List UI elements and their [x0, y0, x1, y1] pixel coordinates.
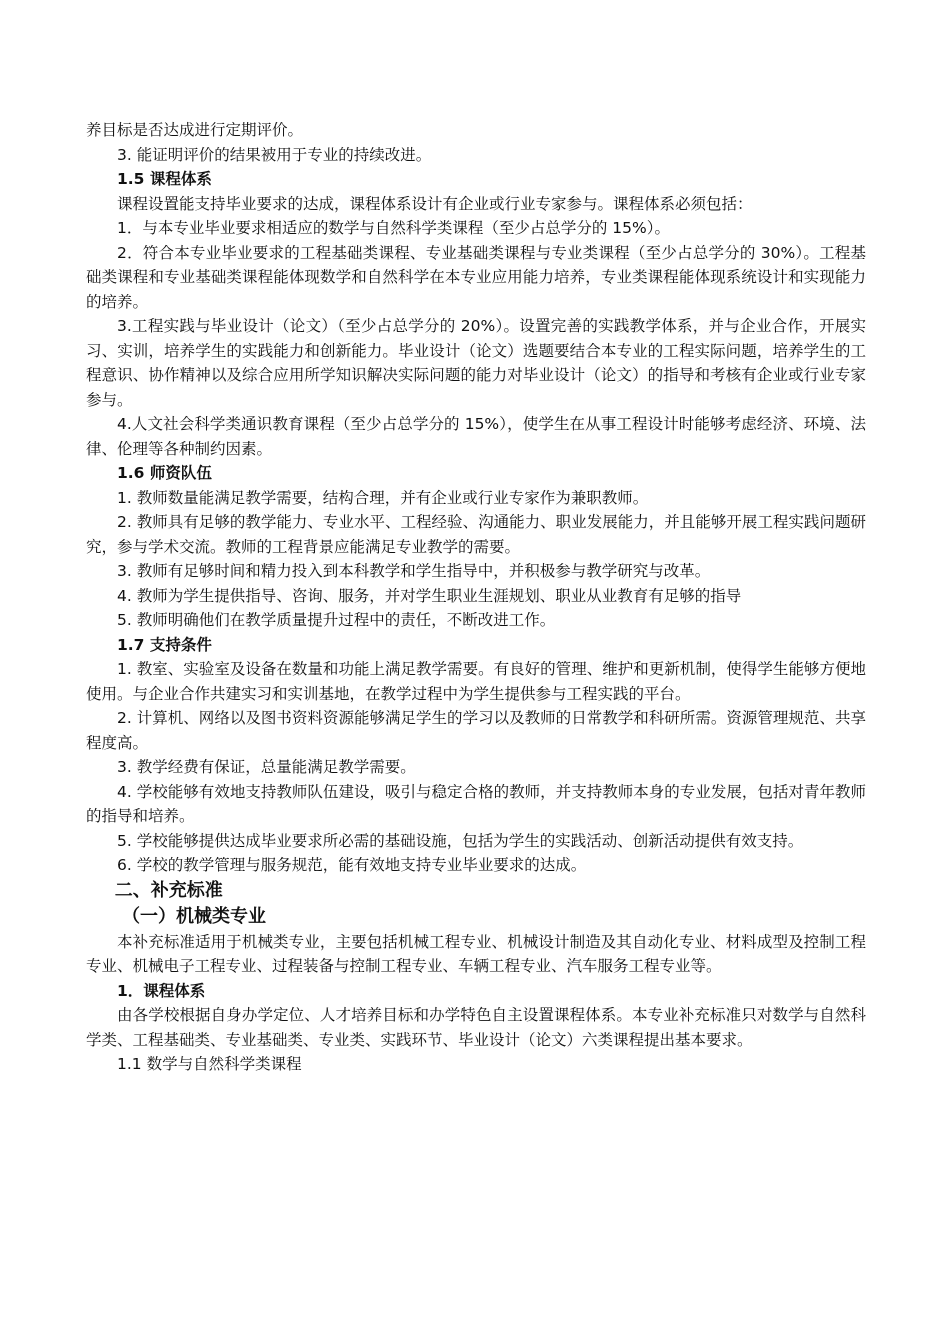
section-heading-course-system: 1．课程体系: [117, 981, 206, 1000]
list-item-4: 4.人文社会科学类通识教育课程（至少占总学分的 15%），使学生在从事工程设计时能够考虑经济、环境、法律、伦理等各种制约因素。: [86, 415, 866, 458]
chapter-heading: 二、补充标准: [114, 879, 223, 901]
section-heading-1-1: 1.1 数学与自然科学类课程: [117, 1055, 302, 1073]
subchapter-heading: （一）机械类专业: [122, 905, 266, 927]
list-item-4: 4. 教师为学生提供指导、咨询、服务，并对学生职业生涯规划、职业从业教育有足够的指导: [117, 586, 742, 605]
paragraph-course-system: 由各学校根据自身办学定位、人才培养目标和办学特色自主设置课程体系。本专业补充标准只对数学与自然科学类、工程基础类、专业基础类、专业类、实践环节、毕业设计（论文）六类课程提出基本要求。: [86, 1006, 866, 1049]
list-item-2: 2. 教师具有足够的教学能力、专业水平、工程经验、沟通能力、职业发展能力，并且能够开展工程实践问题研究，参与学术交流。教师的工程背景应能满足专业教学的需要。: [86, 513, 866, 556]
list-item-3: 3. 教学经费有保证，总量能满足教学需要。: [117, 758, 416, 776]
list-item-2: 2．符合本专业毕业要求的工程基础类课程、专业基础类课程与专业类课程（至少占总学分的 30%）。工程基础类课程和专业基础类课程能体现数学和自然科学在本专业应用能力培养，专业类课程能体现系统设计和实现能力的培养。: [86, 243, 866, 311]
list-item-5: 5. 学校能够提供达成毕业要求所必需的基础设施，包括为学生的实践活动、创新活动提供有效支持。: [117, 831, 804, 850]
list-item-1: 1. 教室、实验室及设备在数量和功能上满足教学需要。有良好的管理、维护和更新机制，使得学生能够方便地使用。与企业合作共建实习和实训基地，在教学过程中为学生提供参与工程实践的平台。: [86, 660, 866, 703]
paragraph-scope: 本补充标准适用于机械类专业，主要包括机械工程专业、机械设计制造及其自动化专业、材料成型及控制工程专业、机械电子工程专业、过程装备与控制工程专业、车辆工程专业、汽车服务工程专业等。: [86, 932, 866, 975]
list-item-1: 1. 教师数量能满足教学需要，结构合理，并有企业或行业专家作为兼职教师。: [117, 488, 649, 507]
paragraph-continuation: 养目标是否达成进行定期评价。: [86, 121, 304, 139]
list-item-3: 3. 教师有足够时间和精力投入到本科教学和学生指导中，并积极参与教学研究与改革。: [117, 562, 711, 580]
section-heading-1-5: 1.5 课程体系: [117, 170, 212, 188]
list-item-6: 6. 学校的教学管理与服务规范，能有效地支持专业毕业要求的达成。: [117, 856, 587, 874]
section-heading-1-6: 1.6 师资队伍: [117, 464, 212, 482]
section-heading-1-7: 1.7 支持条件: [117, 635, 212, 654]
document-page: [86, 118, 866, 1077]
list-item-4: 4. 学校能够有效地支持教师队伍建设，吸引与稳定合格的教师，并支持教师本身的专业发展，包括对青年教师的指导和培养。: [86, 782, 866, 825]
paragraph-intro: 课程设置能支持毕业要求的达成，课程体系设计有企业或行业专家参与。课程体系必须包括：: [117, 194, 753, 213]
list-item-2: 2. 计算机、网络以及图书资料资源能够满足学生的学习以及教师的日常教学和科研所需。资源管理规范、共享程度高。: [86, 709, 866, 752]
list-item-5: 5. 教师明确他们在教学质量提升过程中的责任，不断改进工作。: [117, 611, 556, 629]
list-item-3: 3.工程实践与毕业设计（论文）（至少占总学分的 20%）。设置完善的实践教学体系，并与企业合作，开展实习、实训，培养学生的实践能力和创新能力。毕业设计（论文）选题要结合本专业的工程实际问题，培养学生的工程意识、协作精神以及综合应用所学知识解决实际问题的能力对毕业设计（论文）的指导和考核有企业或行业专家参与。: [86, 317, 866, 409]
list-item-3: 3. 能证明评价的结果被用于专业的持续改进。: [117, 145, 432, 164]
list-item-1: 1．与本专业毕业要求相适应的数学与自然科学类课程（至少占总学分的 15%）。: [117, 219, 670, 237]
